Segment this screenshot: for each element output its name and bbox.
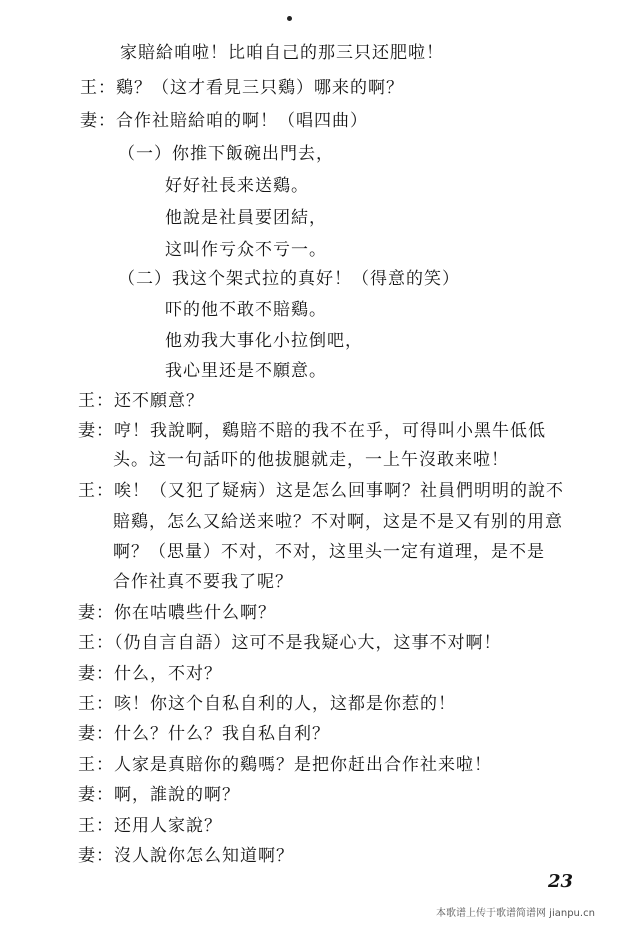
text-line: 王：人家是真賠你的鷄嗎？是把你赶出合作社来啦！: [78, 755, 492, 775]
text-line: 他劝我大事化小拉倒吧，: [165, 331, 363, 351]
text-line: 王：（仍自言自語）这可不是我疑心大，这事不对啊！: [78, 633, 502, 653]
text-line: 好好社長来送鷄。: [165, 176, 309, 196]
text-line: 王：还用人家說？: [78, 816, 222, 836]
text-line: 妻：什么，不对？: [78, 664, 222, 684]
text-line: 家賠給咱啦！比咱自己的那三只还肥啦！: [120, 43, 444, 63]
text-line: 他說是社員要团結，: [165, 208, 327, 228]
page-number: 23: [548, 871, 574, 892]
text-line: 王：还不願意？: [78, 391, 204, 411]
text-line: 王：咳！你这个自私自利的人，这都是你惹的！: [78, 694, 456, 714]
text-line: （一）你推下飯碗出門去，: [118, 144, 334, 164]
text-line: 賠鷄，怎么又給送来啦？不对啊，这是不是又有别的用意: [113, 512, 563, 532]
text-line: 王：唉！（又犯了疑病）这是怎么回事啊？社員們明明的說不: [78, 481, 564, 501]
ink-speck: [287, 16, 292, 21]
text-line: 王：鷄？（这才看見三只鷄）哪来的啊？: [80, 78, 404, 98]
text-line: 这叫作亏众不亏一。: [165, 240, 327, 260]
footer-watermark-text: 本歌谱上传于歌谱简谱网 jianpu.cn: [436, 908, 595, 919]
text-line: 妻：啊，誰說的啊？: [78, 785, 240, 805]
text-line: 妻：什么？什么？我自私自利？: [78, 724, 330, 744]
text-line: 合作社真不要我了呢？: [113, 572, 293, 592]
text-line: 啊？（思量）不对，不对，这里头一定有道理，是不是: [113, 542, 545, 562]
text-line: 我心里还是不願意。: [165, 361, 327, 381]
text-line: 头。这一句話吓的他拔腿就走，一上午沒敢来啦！: [113, 450, 509, 470]
text-line: 妻：你在咕噥些什么啊？: [78, 603, 276, 623]
text-line: 妻：合作社賠給咱的啊！（唱四曲）: [80, 111, 368, 131]
text-line: 妻：沒人說你怎么知道啊？: [78, 846, 294, 866]
text-line: 吓的他不敢不賠鷄。: [165, 300, 327, 320]
text-line: 妻：哼！我說啊，鷄賠不賠的我不在乎，可得叫小黑牛低低: [78, 421, 546, 441]
text-line: （二）我这个架式拉的真好！（得意的笑）: [118, 269, 460, 289]
